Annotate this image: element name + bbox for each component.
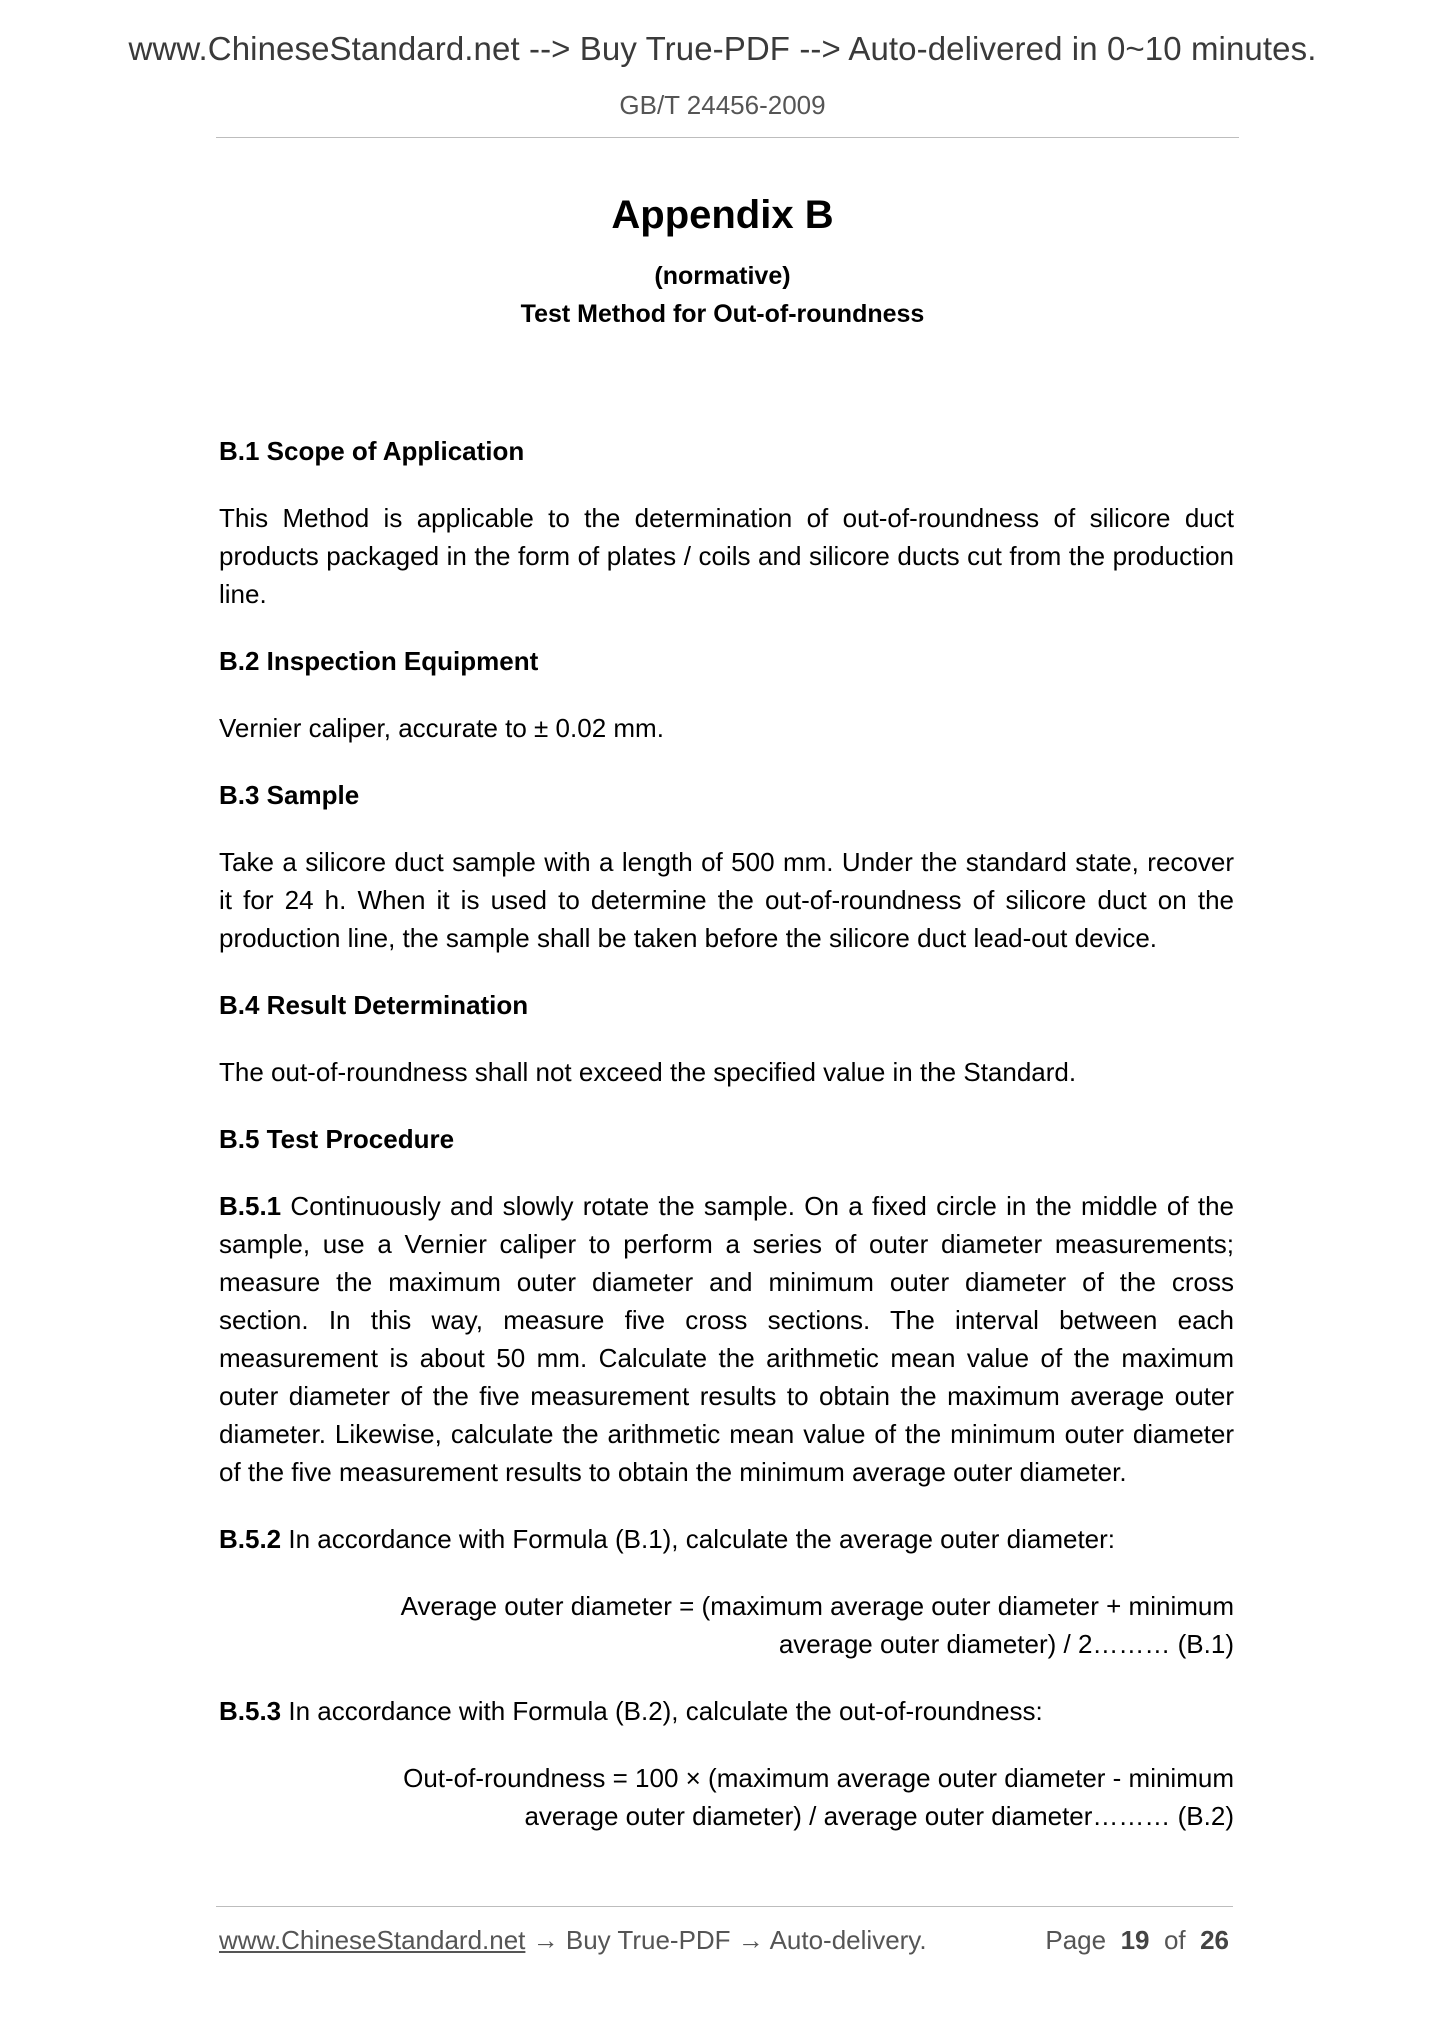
formula-line: Average outer diameter = (maximum average outer diameter + minimum [400, 1591, 1234, 1621]
standard-code: GB/T 24456-2009 [619, 90, 826, 120]
footer-divider [216, 1906, 1233, 1907]
section-heading-b1: B.1 Scope of Application [219, 436, 525, 466]
clause-number: B.5.3 [219, 1696, 282, 1726]
page-total: 26 [1200, 1925, 1229, 1955]
clause-text: Continuously and slowly rotate the sample. On a fixed circle in the middle of the sample, use a Vernier caliper to perform a series of outer diameter measurements; measure the maximum outer diameter and minimum outer diameter of the cross section. In this way, measure five cross sections. The interval between each measurement is about 50 mm. Calculate the arithmetic mean value of the maximum outer diameter of the five measurement results to obtain the maximum average outer diameter. Likewise, calculate the arithmetic mean value of the minimum outer diameter of the five measurement results to obtain the minimum average outer diameter. [219, 1191, 1234, 1487]
clause-number: B.5.2 [219, 1524, 282, 1554]
appendix-subtitle: Test Method for Out-of-roundness [520, 300, 925, 328]
clause-text: In accordance with Formula (B.1), calculate the average outer diameter: [281, 1524, 1116, 1554]
page-of-label: of [1163, 1925, 1186, 1955]
page-number: 19 [1120, 1925, 1150, 1955]
clause-number: B.5.1 [219, 1191, 282, 1221]
appendix-title: Appendix B [611, 193, 834, 237]
clause-b5-1 [219, 1187, 1234, 1491]
footer-site-link[interactable]: www.ChineseStandard.net [219, 1925, 526, 1955]
formula-b2 [219, 1759, 1234, 1835]
section-heading-b2: B.2 Inspection Equipment [219, 646, 539, 676]
formula-line: average outer diameter) / average outer diameter……… (B.2) [524, 1801, 1234, 1831]
section-heading-b4: B.4 Result Determination [219, 990, 529, 1020]
section-text-b3: Take a silicore duct sample with a length of 500 mm. Under the standard state, recover it for 24 h. When it is used to determine the out-of-roundness of silicore duct on the production line, the sample shall be taken before the silicore duct lead-out device. [219, 847, 1234, 953]
page-footer [219, 1925, 1229, 1956]
section-heading-b5: B.5 Test Procedure [219, 1124, 455, 1154]
page-label: Page [1045, 1925, 1107, 1955]
document-body [219, 432, 1234, 1864]
clause-b5-3 [219, 1692, 1234, 1730]
appendix-type: (normative) [654, 262, 791, 290]
section-heading-b3: B.3 Sample [219, 780, 360, 810]
clause-b5-2 [219, 1520, 1234, 1558]
formula-line: Out-of-roundness = 100 × (maximum average outer diameter - minimum [403, 1763, 1234, 1793]
header-divider [216, 137, 1239, 138]
clause-text: In accordance with Formula (B.2), calculate the out-of-roundness: [281, 1696, 1043, 1726]
header-banner: www.ChineseStandard.net --> Buy True-PDF --> Auto-delivered in 0~10 minutes. [128, 30, 1317, 67]
section-text-b1: This Method is applicable to the determination of out-of-roundness of silicore duct products packaged in the form of plates / coils and silicore ducts cut from the production line. [219, 503, 1234, 609]
formula-b1 [219, 1587, 1234, 1663]
page-indicator [1045, 1925, 1229, 1956]
section-text-b2: Vernier caliper, accurate to ± 0.02 mm. [219, 713, 664, 743]
formula-line: average outer diameter) / 2……… (B.1) [778, 1629, 1234, 1659]
section-text-b4: The out-of-roundness shall not exceed the specified value in the Standard. [219, 1057, 1077, 1087]
footer-tagline: → Buy True-PDF → Auto-delivery. [525, 1925, 927, 1955]
